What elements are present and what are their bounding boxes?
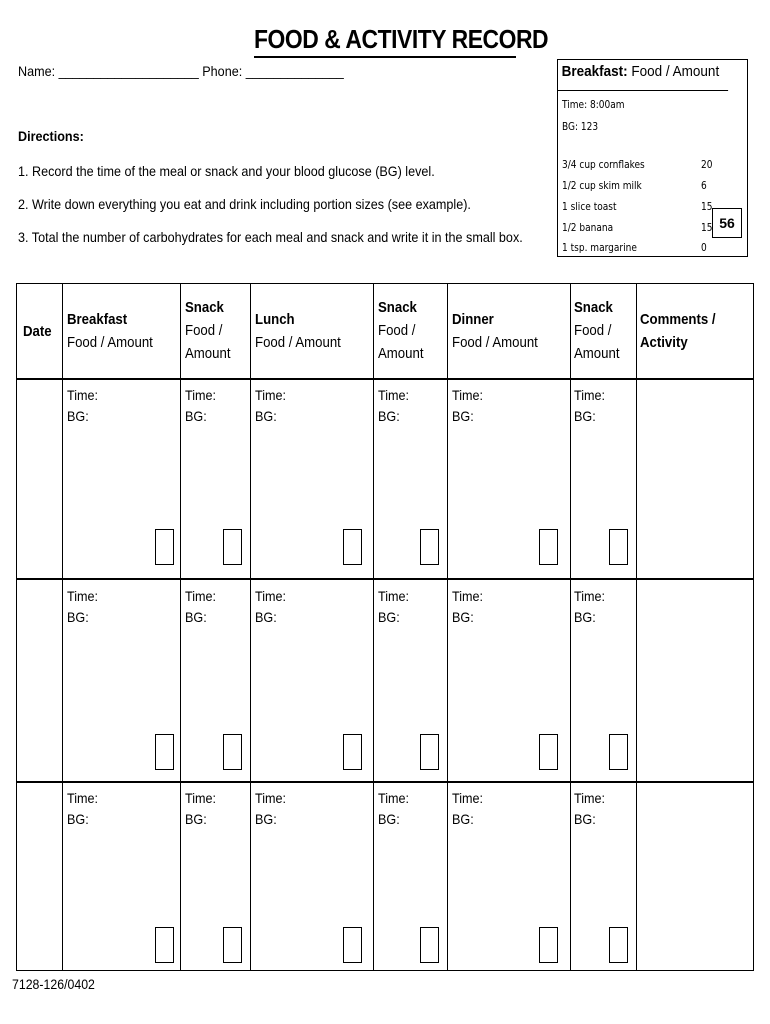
carb-total-box[interactable] <box>155 927 174 963</box>
carb-total-box[interactable] <box>223 529 242 565</box>
example-bg: BG: 123 <box>562 120 599 133</box>
direction-item: 2. Write down everything you eat and drink including portion sizes (see example). <box>18 196 471 212</box>
bg-label: BG: <box>185 811 207 827</box>
example-carbs: 20 <box>701 158 713 171</box>
time-bg-field[interactable] <box>452 788 483 830</box>
carb-total-box[interactable] <box>539 927 558 963</box>
time-label: Time: <box>185 588 217 604</box>
directions-heading: Directions: <box>18 128 84 144</box>
example-food: 1/2 banana <box>562 221 614 234</box>
time-label: Time: <box>185 790 217 806</box>
bg-label: BG: <box>574 408 596 424</box>
header-breakfast: Breakfast Food / Amount <box>67 311 153 351</box>
header-lunch: Lunch Food / Amount <box>255 311 341 351</box>
carb-total-box[interactable] <box>223 734 242 770</box>
time-label: Time: <box>452 790 484 806</box>
example-time: Time: 8:00am <box>562 98 625 111</box>
bg-label: BG: <box>255 811 277 827</box>
example-header: Breakfast: Food / Amount <box>558 60 728 91</box>
carb-total-box[interactable] <box>420 734 439 770</box>
example-box <box>557 59 748 257</box>
time-bg-field[interactable] <box>378 586 409 628</box>
carb-total-box[interactable] <box>343 927 362 963</box>
bg-label: BG: <box>452 408 474 424</box>
time-bg-field[interactable] <box>67 586 98 628</box>
form-number: 7128-126/0402 <box>12 976 95 992</box>
time-bg-field[interactable] <box>255 788 286 830</box>
carb-total-box[interactable] <box>343 529 362 565</box>
page-title: FOOD & ACTIVITY RECORD <box>254 24 549 54</box>
name-line: ____________________ <box>58 63 199 79</box>
bg-label: BG: <box>574 609 596 625</box>
bg-label: BG: <box>255 609 277 625</box>
time-label: Time: <box>185 387 217 403</box>
time-bg-field[interactable] <box>255 586 286 628</box>
name-field[interactable] <box>18 63 344 79</box>
time-bg-field[interactable] <box>185 586 216 628</box>
bg-label: BG: <box>67 609 89 625</box>
example-total-box: 56 <box>712 208 742 238</box>
time-bg-field[interactable] <box>574 788 605 830</box>
example-carbs: 0 <box>701 241 707 254</box>
carb-total-box[interactable] <box>609 734 628 770</box>
column-divider <box>250 284 251 970</box>
column-divider <box>447 284 448 970</box>
row-divider <box>17 378 753 380</box>
carb-total-box[interactable] <box>343 734 362 770</box>
carb-total-box[interactable] <box>155 529 174 565</box>
time-label: Time: <box>67 588 99 604</box>
bg-label: BG: <box>185 609 207 625</box>
direction-item: 3. Total the number of carbohydrates for each meal and snack and write it in the small box. <box>18 229 523 245</box>
time-bg-field[interactable] <box>452 586 483 628</box>
time-bg-field[interactable] <box>452 385 483 427</box>
title-underline <box>254 56 516 58</box>
time-bg-field[interactable] <box>67 788 98 830</box>
column-divider <box>636 284 637 970</box>
time-label: Time: <box>67 387 99 403</box>
phone-line: ______________ <box>245 63 344 79</box>
carb-total-box[interactable] <box>609 529 628 565</box>
bg-label: BG: <box>452 811 474 827</box>
carb-total-box[interactable] <box>420 927 439 963</box>
bg-label: BG: <box>67 408 89 424</box>
header-comments: Comments / Activity <box>640 311 716 351</box>
carb-total-box[interactable] <box>155 734 174 770</box>
time-bg-field[interactable] <box>255 385 286 427</box>
bg-label: BG: <box>378 811 400 827</box>
example-carbs: 15 <box>701 221 713 234</box>
column-divider <box>373 284 374 970</box>
bg-label: BG: <box>67 811 89 827</box>
time-label: Time: <box>574 387 606 403</box>
phone-label: Phone: <box>202 63 243 79</box>
carb-total-box[interactable] <box>539 734 558 770</box>
carb-total-box[interactable] <box>609 927 628 963</box>
time-label: Time: <box>255 387 287 403</box>
header-dinner: Dinner Food / Amount <box>452 311 538 351</box>
name-label: Name: <box>18 63 56 79</box>
example-food: 1 slice toast <box>562 200 617 213</box>
carb-total-box[interactable] <box>420 529 439 565</box>
column-divider <box>62 284 63 970</box>
column-divider <box>180 284 181 970</box>
bg-label: BG: <box>378 408 400 424</box>
time-label: Time: <box>452 387 484 403</box>
time-label: Time: <box>67 790 99 806</box>
example-carbs: 6 <box>701 179 707 192</box>
time-bg-field[interactable] <box>67 385 98 427</box>
time-bg-field[interactable] <box>574 586 605 628</box>
row-divider <box>17 781 753 783</box>
header-snack-3: Snack Food / Amount <box>574 299 620 362</box>
time-label: Time: <box>378 387 410 403</box>
bg-label: BG: <box>574 811 596 827</box>
carb-total-box[interactable] <box>223 927 242 963</box>
bg-label: BG: <box>255 408 277 424</box>
direction-item: 1. Record the time of the meal or snack and your blood glucose (BG) level. <box>18 163 435 179</box>
time-bg-field[interactable] <box>378 788 409 830</box>
example-food: 3/4 cup cornflakes <box>562 158 645 171</box>
record-table <box>16 283 754 971</box>
row-divider <box>17 578 753 580</box>
time-bg-field[interactable] <box>378 385 409 427</box>
carb-total-box[interactable] <box>539 529 558 565</box>
time-bg-field[interactable] <box>574 385 605 427</box>
time-label: Time: <box>574 790 606 806</box>
header-date: Date <box>23 323 52 340</box>
time-bg-field[interactable] <box>185 788 216 830</box>
time-label: Time: <box>378 588 410 604</box>
time-label: Time: <box>452 588 484 604</box>
column-divider <box>570 284 571 970</box>
example-carbs: 15 <box>701 200 713 213</box>
example-food: 1 tsp. margarine <box>562 241 637 254</box>
time-label: Time: <box>255 790 287 806</box>
bg-label: BG: <box>185 408 207 424</box>
time-label: Time: <box>255 588 287 604</box>
header-snack-2: Snack Food / Amount <box>378 299 424 362</box>
time-label: Time: <box>574 588 606 604</box>
time-label: Time: <box>378 790 410 806</box>
time-bg-field[interactable] <box>185 385 216 427</box>
header-snack-1: Snack Food / Amount <box>185 299 231 362</box>
bg-label: BG: <box>452 609 474 625</box>
bg-label: BG: <box>378 609 400 625</box>
example-food: 1/2 cup skim milk <box>562 179 642 192</box>
